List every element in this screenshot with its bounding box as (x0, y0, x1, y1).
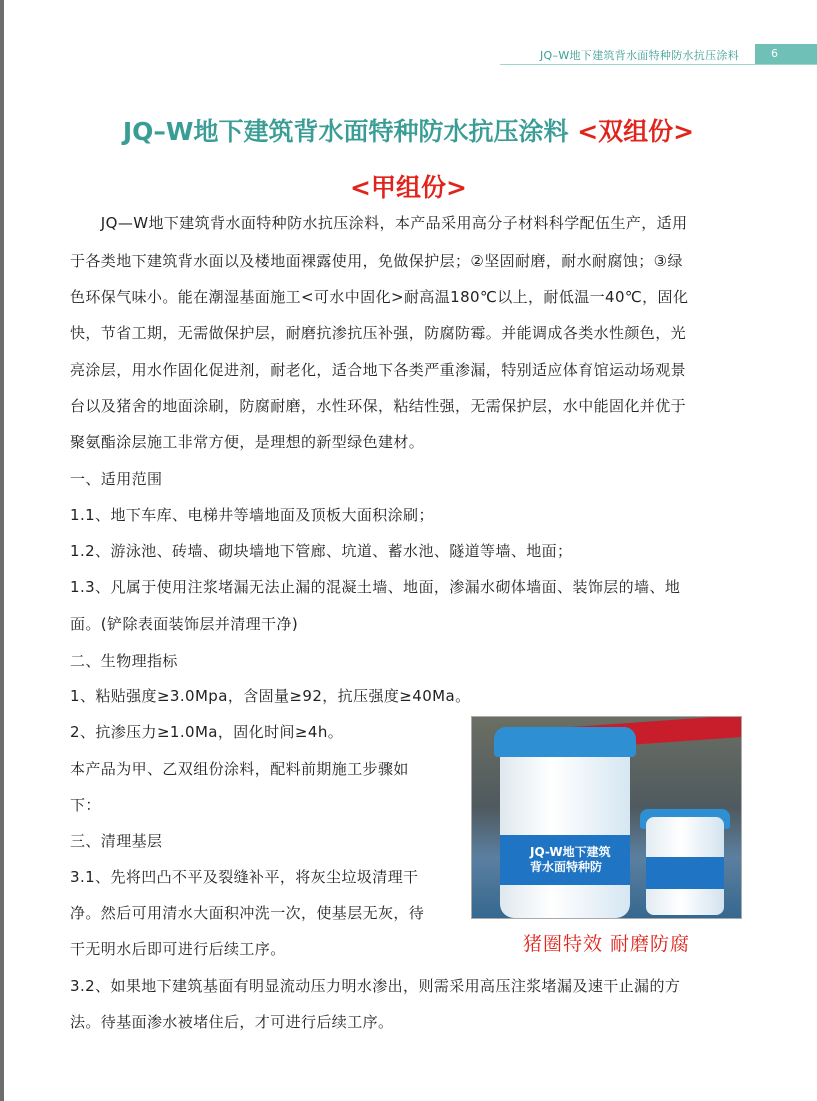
bucket-label-line: 背水面特种防 (530, 860, 603, 874)
cleaning-line: 法。待基面渗水被堵住后，才可进行后续工序。 (70, 1013, 394, 1031)
page-number: 6 (771, 47, 778, 60)
page-title-component: <双组份> (577, 117, 695, 146)
intro-line: 色环保气味小。能在潮湿基面施工<可水中固化>耐高温180℃以上，耐低温一40℃，固化 (70, 288, 689, 306)
small-bucket-label-band (646, 857, 724, 889)
intro-line: 于各类地下建筑背水面以及楼地面裸露使用，免做保护层；②坚固耐磨，耐水耐腐蚀；③绿 (70, 252, 683, 270)
cleaning-line: 净。然后可用清水大面积冲洗一次，使基层无灰，待 (70, 904, 425, 922)
page-number-tab (754, 44, 817, 65)
page-subtitle: <甲组份> (350, 173, 467, 202)
bucket-label-line: JQ-W地下建筑 (530, 845, 611, 859)
page-title-main: JQ–W地下建筑背水面特种防水抗压涂料 (122, 117, 578, 146)
large-bucket (500, 735, 630, 918)
cleaning-line: 3.2、如果地下建筑基面有明显流动压力明水渗出，则需采用高压注浆堵漏及速干止漏的方 (70, 977, 681, 995)
running-header (497, 46, 747, 63)
scope-line: 1.3、凡属于使用注浆堵漏无法止漏的混凝土墙、地面，渗漏水砌体墙面、装饰层的墙、地 (70, 578, 681, 596)
bucket-label (530, 845, 611, 875)
spec-line: 2、抗渗压力≥1.0Ma，固化时间≥4h。 (70, 723, 344, 741)
spec-line: 本产品为甲、乙双组份涂料，配料前期施工步骤如 (70, 760, 409, 778)
scope-line: 1.1、地下车库、电梯井等墙地面及顶板大面积涂刷； (70, 506, 434, 524)
spec-line: 1、粘贴强度≥3.0Mpa，含固量≥92，抗压强度≥40Ma。 (70, 687, 471, 705)
scope-line: 面。(铲除表面装饰层并清理干净) (70, 615, 299, 633)
running-header-title: JQ–W地下建筑背水面特种防水抗压涂料 (540, 48, 739, 62)
intro-line: 台以及猪舍的地面涂刷，防腐耐磨，水性环保，粘结性强，无需保护层，水中能固化并优于 (70, 397, 687, 415)
page-title (0, 112, 817, 148)
product-photo (471, 716, 742, 919)
large-bucket-lid (494, 727, 636, 757)
intro-line: JQ—W地下建筑背水面特种防水抗压涂料，本产品采用高分子材料科学配伍生产，适用 (70, 214, 688, 232)
intro-line: 聚氨酯涂层施工非常方便，是理想的新型绿色建材。 (70, 433, 425, 451)
intro-line: 快，节省工期，无需做保护层，耐磨抗渗抗压补强，防腐防霉。并能调成各类水性颜色，光 (70, 324, 687, 342)
page-left-edge (0, 0, 4, 1101)
intro-line: 亮涂层，用水作固化促进剂，耐老化，适合地下各类严重渗漏，特别适应体育馆运动场观景 (70, 361, 687, 379)
scope-line: 1.2、游泳池、砖墙、砌块墙地下管廊、坑道、蓄水池、隧道等墙、地面； (70, 542, 573, 560)
header-rule (500, 64, 817, 65)
cleaning-line: 干无明水后即可进行后续工序。 (70, 940, 286, 958)
cleaning-line: 3.1、先将凹凸不平及裂缝补平，将灰尘垃圾清理干 (70, 868, 419, 886)
spec-line: 下： (70, 796, 101, 814)
photo-caption: 猪圈特效 耐磨防腐 (522, 933, 691, 955)
section-heading-specs: 二、生物理指标 (70, 652, 178, 670)
section-heading-scope: 一、适用范围 (70, 470, 163, 488)
section-heading-cleaning: 三、清理基层 (70, 832, 163, 850)
